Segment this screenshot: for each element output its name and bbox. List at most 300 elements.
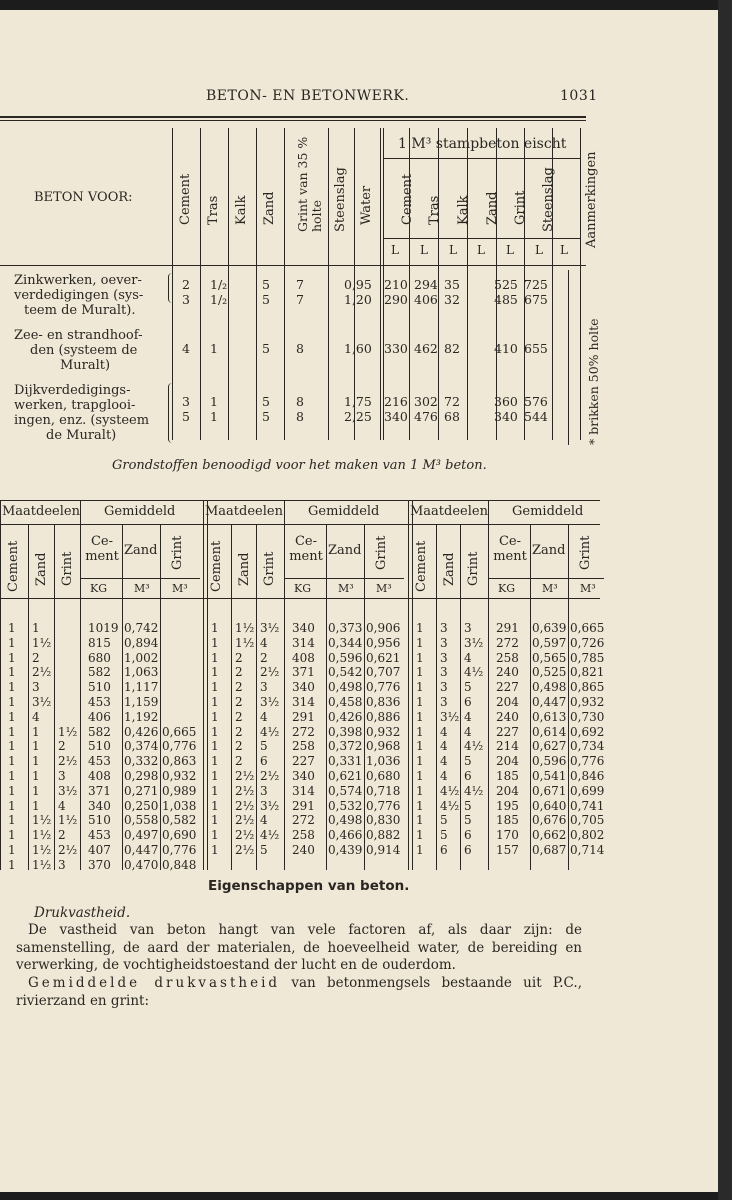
- t2-col-header: Grint: [578, 535, 593, 570]
- t2-cell: 0,776: [366, 680, 401, 695]
- t1-col-header: Steenslag: [333, 167, 348, 232]
- t2-cell: 1: [8, 857, 16, 872]
- t1-group-label: 1 M³ stampbeton eischt: [398, 136, 567, 152]
- t2-cell: 1: [211, 769, 219, 783]
- t2-cell: 1: [211, 709, 219, 724]
- t2-cell: 0,558: [124, 813, 159, 828]
- t2-cell: 4½: [464, 739, 484, 754]
- table2-caption: Grondstoffen benoodigd voor het maken van 1 M³ beton.: [112, 458, 487, 473]
- t2-cell: 0,332: [124, 754, 159, 769]
- t2-cell: 0,344: [328, 635, 363, 650]
- t2-cell: 510: [88, 680, 111, 695]
- t2-cell: 1,192: [124, 709, 159, 724]
- t1-col-divider: [438, 128, 439, 440]
- t2-cell: 0,865: [570, 680, 605, 695]
- t2-cell: 1: [8, 739, 16, 754]
- t2-col-divider: [408, 500, 413, 870]
- t2-cell: 4: [58, 798, 66, 813]
- t1-unit: L: [449, 243, 457, 257]
- t2-cell: 4½: [260, 828, 280, 843]
- t1-cell: 7: [296, 292, 304, 307]
- t2-cell: 0,398: [328, 724, 363, 739]
- t2-cell: 1: [8, 724, 16, 739]
- t2-cell: 510: [88, 739, 111, 754]
- t2-cell: 1,038: [162, 798, 197, 813]
- t2-cell: 0,250: [124, 798, 159, 813]
- t2-cell: 0,426: [328, 709, 363, 724]
- t2-cell: 1: [416, 680, 424, 695]
- t2-cell: 3½: [32, 695, 52, 709]
- t1-row-label: ingen, enz. (systeem: [14, 413, 150, 428]
- t2-cell: 3: [260, 680, 268, 695]
- t2-unit: M³: [542, 582, 558, 595]
- t2-unit: M³: [338, 582, 354, 595]
- t1-remark-bar: [568, 270, 569, 445]
- t2-cell: 1: [416, 695, 424, 709]
- t2-cell: 0,848: [162, 857, 197, 872]
- t2-cell: 3½: [58, 783, 78, 798]
- t1-unit: L: [560, 243, 568, 257]
- t2-cell: 6: [464, 769, 472, 783]
- t2-cell: 6: [260, 754, 268, 769]
- t2-cell: 1: [416, 724, 424, 739]
- t2-cell: 2: [235, 680, 243, 695]
- t2-unit: M³: [172, 582, 188, 595]
- t2-group-gem: Gemiddeld: [308, 504, 380, 519]
- t1-cell: 210: [384, 277, 408, 292]
- paragraph-vastheid: De vastheid van beton hangt van vele factoren af, als daar zijn: de samenstelling, de aard der materialen, de hoeveelheid water, de bereiding en verwerking, de vochtigheidstoestand der lucht en de ouderdom.: [16, 922, 582, 973]
- t2-cell: 406: [88, 709, 111, 724]
- t1-cell: 5: [182, 409, 190, 424]
- t1-col-header: Water: [359, 185, 374, 225]
- t2-cell: 314: [292, 635, 315, 650]
- t2-cell: 340: [292, 621, 315, 635]
- t1-unit: L: [391, 243, 399, 257]
- t2-cell: 3: [464, 621, 472, 635]
- paragraph-rest: van betonmengsels bestaande uit P.C., rivierzand en grint:: [16, 975, 582, 1009]
- t2-cell: 1: [8, 783, 16, 798]
- t1-cell: 544: [524, 409, 548, 424]
- t2-cell: 3: [260, 783, 268, 798]
- t1-cell: 1: [210, 341, 218, 356]
- t2-cell: 453: [88, 695, 111, 709]
- t2-group-maat: Maatdeelen: [205, 504, 283, 519]
- t2-cell: 1: [211, 621, 219, 635]
- t1-col-divider: [380, 128, 381, 440]
- t2-cell: 1: [8, 843, 16, 857]
- t1-cell: 35: [444, 277, 460, 292]
- t2-cell: 3: [440, 650, 448, 665]
- t2-cell: 3½: [260, 798, 280, 813]
- t1-col-header: Tras: [427, 195, 442, 225]
- t2-cell: 5: [464, 754, 472, 769]
- t2-cell: 1,117: [124, 680, 159, 695]
- t1-col-header: Cement: [400, 173, 415, 225]
- t2-cell: 1: [32, 739, 40, 754]
- t1-cell: 68: [444, 409, 460, 424]
- t2-cell: 1: [32, 621, 40, 635]
- t2-cell: 1: [8, 769, 16, 783]
- t2-cell: 0,565: [532, 650, 567, 665]
- t2-col-header: Ce- ment: [493, 534, 527, 564]
- t1-row-label: Zinkwerken, oever-: [14, 273, 142, 288]
- t2-cell: 1: [416, 739, 424, 754]
- running-title: BETON- EN BETONWERK.: [206, 88, 410, 104]
- t2-cell: 1: [416, 754, 424, 769]
- t2-cell: 0,676: [532, 813, 567, 828]
- t2-cell: 3½: [440, 709, 460, 724]
- t1-row-label: verdedigingen (sys-: [14, 288, 144, 303]
- t2-cell: 4: [440, 754, 448, 769]
- t2-cell: 0,665: [570, 621, 605, 635]
- t2-col-divider: [488, 500, 489, 870]
- t2-cell: 240: [496, 665, 519, 680]
- t2-cell: 0,614: [532, 724, 567, 739]
- t2-cell: 1½: [235, 621, 255, 635]
- t2-cell: 0,466: [328, 828, 363, 843]
- t2-cell: 1½: [32, 828, 52, 843]
- t2-cell: 0,426: [124, 724, 159, 739]
- t2-cell: 0,846: [570, 769, 605, 783]
- header-rule-2: [0, 120, 586, 121]
- t2-cell: 0,498: [328, 813, 363, 828]
- t2-cell: 3: [58, 769, 66, 783]
- t2-cell: 227: [292, 754, 315, 769]
- t2-col-header: Zand: [237, 552, 252, 586]
- t2-cell: 0,542: [328, 665, 363, 680]
- t2-col-divider: [80, 500, 81, 870]
- t2-cell: 0,932: [162, 769, 197, 783]
- t2-cell: 3½: [464, 635, 484, 650]
- t2-cell: 0,597: [532, 635, 567, 650]
- t2-col-header: Grint: [262, 551, 277, 586]
- t2-cell: 258: [292, 828, 315, 843]
- t2-cell: 0,836: [366, 695, 401, 709]
- t1-cell: 1/₂: [210, 292, 228, 307]
- t2-cell: 0,596: [532, 754, 567, 769]
- t1-row-label: Dijkverdedigings-: [14, 383, 131, 398]
- t2-cell: 4½: [260, 724, 280, 739]
- t1-cell: 485: [494, 292, 518, 307]
- t2-cell: 5: [440, 828, 448, 843]
- t2-cell: 6: [464, 695, 472, 709]
- t1-unit: L: [535, 243, 543, 257]
- t2-cell: 4½: [464, 783, 484, 798]
- t2-col-divider: [326, 524, 327, 870]
- t2-col-divider: [231, 524, 232, 870]
- t1-cell: 1/₂: [210, 277, 228, 292]
- t2-cell: 1: [32, 798, 40, 813]
- t1-col-header: Grint: [513, 190, 528, 225]
- t2-cell: 1½: [32, 843, 52, 857]
- t2-cell: 453: [88, 828, 111, 843]
- t2-cell: 0,621: [366, 650, 401, 665]
- t2-cell: 185: [496, 813, 519, 828]
- t2-unit: KG: [294, 582, 312, 595]
- t2-cell: 4: [440, 739, 448, 754]
- t2-cell: 0,497: [124, 828, 159, 843]
- t1-cell: 5: [262, 394, 270, 409]
- t2-cell: 4½: [440, 783, 460, 798]
- t2-col-header: Grint: [466, 551, 481, 586]
- t2-cell: 170: [496, 828, 519, 843]
- t2-cell: 1: [211, 843, 219, 857]
- t2-cell: 2: [235, 709, 243, 724]
- t2-cell: 0,734: [570, 739, 605, 754]
- t2-cell: 227: [496, 724, 519, 739]
- t2-cell: 340: [292, 680, 315, 695]
- t2-cell: 0,662: [532, 828, 567, 843]
- t2-cell: 4: [464, 724, 472, 739]
- t2-cell: 1: [32, 769, 40, 783]
- t2-cell: 1: [211, 695, 219, 709]
- t2-cell: 3: [440, 665, 448, 680]
- t2-cell: 0,718: [366, 783, 401, 798]
- t2-cell: 0,665: [162, 724, 197, 739]
- t2-cell: 0,582: [162, 813, 197, 828]
- t1-cell: 5: [262, 341, 270, 356]
- t2-cell: 0,802: [570, 828, 605, 843]
- t2-group-gem: Gemiddeld: [512, 504, 584, 519]
- t1-cell: 3: [182, 292, 190, 307]
- t1-cell: 32: [444, 292, 460, 307]
- t1-cell: 7: [296, 277, 304, 292]
- t2-col-header: Zand: [124, 543, 158, 558]
- t2-cell: 0,498: [532, 680, 567, 695]
- t2-cell: 2: [58, 828, 66, 843]
- t2-cell: 2½: [58, 843, 78, 857]
- t2-cell: 1: [8, 828, 16, 843]
- t1-cell: 576: [524, 394, 548, 409]
- t2-cell: 1: [211, 783, 219, 798]
- t1-cell: 8: [296, 394, 304, 409]
- t2-cell: 2½: [260, 665, 280, 680]
- t2-col-divider: [460, 524, 461, 870]
- t2-cell: 195: [496, 798, 519, 813]
- t2-col-divider: [568, 524, 569, 870]
- t2-cell: 0,458: [328, 695, 363, 709]
- t2-cell: 1: [32, 724, 40, 739]
- t2-cell: 1: [8, 709, 16, 724]
- t2-cell: 3: [440, 635, 448, 650]
- t2-cell: 340: [88, 798, 111, 813]
- t2-cell: 272: [496, 635, 519, 650]
- t2-cell: 272: [292, 813, 315, 828]
- t2-cell: 5: [260, 739, 268, 754]
- t1-cell: 2,25: [344, 409, 372, 424]
- t2-cell: 3: [58, 857, 66, 872]
- t2-cell: 1: [8, 813, 16, 828]
- t2-unit-rule: [80, 578, 200, 579]
- t2-cell: 1: [8, 798, 16, 813]
- t1-brace: [168, 273, 173, 303]
- spaced-term: Gemiddelde drukvastheid: [28, 975, 281, 991]
- t2-cell: 1: [416, 798, 424, 813]
- t2-unit: M³: [580, 582, 596, 595]
- t1-col-header: Zand: [485, 191, 500, 225]
- t2-cell: 1½: [58, 724, 78, 739]
- t1-brace: [168, 383, 173, 443]
- t2-cell: 5: [440, 813, 448, 828]
- t1-cell: 8: [296, 409, 304, 424]
- t2-cell: 453: [88, 754, 111, 769]
- t2-cell: 5: [464, 680, 472, 695]
- t2-cell: 2½: [235, 769, 255, 783]
- t2-cell: 1: [32, 783, 40, 798]
- page-edge-shadow: [718, 0, 732, 1200]
- t2-cell: 0,894: [124, 635, 159, 650]
- book-page: [0, 10, 718, 1192]
- t1-row-rule: [0, 320, 168, 321]
- t2-cell: 3: [32, 680, 40, 695]
- t2-cell: 0,863: [162, 754, 197, 769]
- t2-unit-rule: [284, 578, 404, 579]
- t2-cell: 4½: [440, 798, 460, 813]
- t1-col-divider: [200, 128, 201, 440]
- t2-cell: 227: [496, 680, 519, 695]
- t2-cell: 0,776: [162, 843, 197, 857]
- t2-col-divider: [203, 500, 208, 870]
- t2-cell: 1: [416, 813, 424, 828]
- t2-col-divider: [256, 524, 257, 870]
- t1-col-header: Cement: [178, 173, 193, 225]
- t1-remark-header: Aanmerkingen: [584, 151, 599, 248]
- t2-cell: 1: [211, 754, 219, 769]
- t2-cell: 680: [88, 650, 111, 665]
- t2-col-divider: [530, 524, 531, 870]
- t2-col-header: Cement: [414, 540, 429, 592]
- t2-col-header: Ce- ment: [289, 534, 323, 564]
- t2-cell: 1,063: [124, 665, 159, 680]
- t2-cell: 0,776: [366, 798, 401, 813]
- t2-cell: 0,932: [366, 724, 401, 739]
- t2-cell: 0,680: [366, 769, 401, 783]
- t2-cell: 0,627: [532, 739, 567, 754]
- header-rule: [0, 116, 586, 118]
- t2-cell: 291: [292, 798, 315, 813]
- t2-cell: 0,730: [570, 709, 605, 724]
- t2-cell: 1: [416, 621, 424, 635]
- t2-cell: 371: [88, 783, 111, 798]
- t1-cell: 1,60: [344, 341, 372, 356]
- t2-cell: 0,776: [570, 754, 605, 769]
- t2-cell: 4: [440, 769, 448, 783]
- t2-cell: 370: [88, 857, 111, 872]
- t1-cell: 4: [182, 341, 190, 356]
- t2-cell: 0,498: [328, 680, 363, 695]
- t2-cell: 582: [88, 665, 111, 680]
- t2-cell: 408: [88, 769, 111, 783]
- t2-col-divider: [0, 500, 1, 870]
- t1-col-divider: [467, 128, 468, 440]
- t2-cell: 4: [32, 709, 40, 724]
- t2-unit: KG: [90, 582, 108, 595]
- t2-cell: 1: [8, 621, 16, 635]
- t2-cell: 1: [8, 665, 16, 680]
- t1-cell: 5: [262, 409, 270, 424]
- t2-cell: 0,541: [532, 769, 567, 783]
- t1-col-divider: [256, 128, 257, 440]
- t2-cell: 1: [8, 754, 16, 769]
- t2-cell: 1: [416, 650, 424, 665]
- t1-cell: 8: [296, 341, 304, 356]
- t2-cell: 0,373: [328, 621, 363, 635]
- t2-cell: 0,699: [570, 783, 605, 798]
- t1-cell: 216: [384, 394, 408, 409]
- t1-col-header: Steenslag: [541, 167, 556, 232]
- t1-row-label: den (systeem de: [30, 343, 138, 358]
- t2-cell: 272: [292, 724, 315, 739]
- t2-cell: 2: [235, 739, 243, 754]
- t1-bottom-rule: [0, 265, 586, 266]
- t1-col-divider: [580, 128, 581, 440]
- t2-group-maat: Maatdeelen: [410, 504, 488, 519]
- t2-cell: 258: [496, 650, 519, 665]
- t2-unit: KG: [498, 582, 516, 595]
- t2-cell: 1,036: [366, 754, 401, 769]
- t2-cell: 2: [235, 665, 243, 680]
- t2-cell: 815: [88, 635, 111, 650]
- t2-cell: 6: [464, 843, 472, 857]
- t1-row-label: Muralt): [60, 358, 111, 373]
- t2-cell: 1: [416, 665, 424, 680]
- t2-cell: 0,372: [328, 739, 363, 754]
- t1-row-label: Zee- en strandhoof-: [14, 328, 143, 343]
- t2-cell: 1½: [32, 635, 52, 650]
- t2-cell: 1: [211, 680, 219, 695]
- t2-cell: 1: [416, 783, 424, 798]
- t2-col-divider: [54, 524, 55, 870]
- t1-unit: L: [477, 243, 485, 257]
- t2-top-rule: [0, 500, 600, 501]
- t1-cell: 5: [262, 292, 270, 307]
- t2-cell: 1: [416, 769, 424, 783]
- t2-cell: 0,785: [570, 650, 605, 665]
- t2-cell: 240: [496, 709, 519, 724]
- t2-cell: 204: [496, 783, 519, 798]
- t1-row-label: teem de Muralt).: [24, 303, 136, 318]
- t2-cell: 3: [440, 695, 448, 709]
- t2-cell: 1: [211, 828, 219, 843]
- t1-cell: 1,75: [344, 394, 372, 409]
- t2-cell: 1: [416, 635, 424, 650]
- t2-col-header: Cement: [209, 540, 224, 592]
- t2-cell: 340: [292, 769, 315, 783]
- t2-cell: 0,596: [328, 650, 363, 665]
- t2-cell: 0,447: [532, 695, 567, 709]
- t1-cell: 72: [444, 394, 460, 409]
- t2-cell: 291: [292, 709, 315, 724]
- t1-unit-rule: [383, 238, 580, 239]
- t2-cell: 2½: [32, 665, 52, 680]
- t2-cell: 204: [496, 754, 519, 769]
- t1-col-divider: [228, 128, 229, 440]
- t2-cell: 6: [464, 828, 472, 843]
- t2-cell: 0,621: [328, 769, 363, 783]
- t1-col-header: Zand: [262, 191, 277, 225]
- t2-cell: 3½: [260, 621, 280, 635]
- t2-cell: 2½: [58, 754, 78, 769]
- t1-cell: 294: [414, 277, 438, 292]
- t2-cell: 1: [32, 754, 40, 769]
- t2-cell: 0,742: [124, 621, 159, 635]
- t2-cell: 0,741: [570, 798, 605, 813]
- t2-cell: 0,613: [532, 709, 567, 724]
- t1-remark-text: * brikken 50% holte: [586, 318, 601, 445]
- t2-cell: 5: [464, 813, 472, 828]
- t1-cell: 525: [494, 277, 518, 292]
- t2-cell: 0,690: [162, 828, 197, 843]
